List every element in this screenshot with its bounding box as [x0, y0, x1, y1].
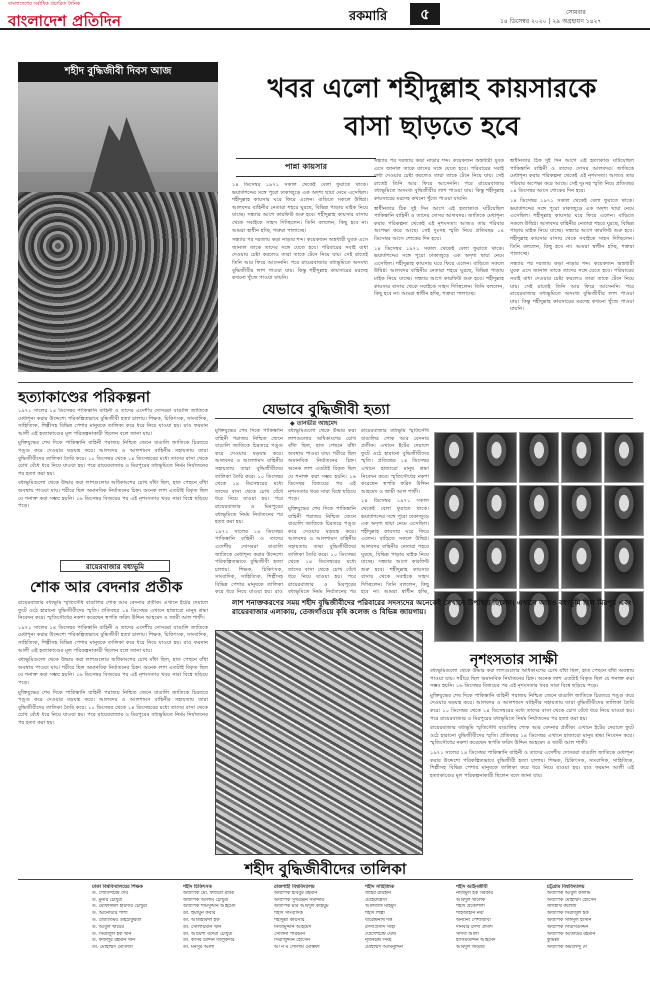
rubble-photo [215, 630, 423, 855]
brutality-text-b: মুক্তিযুদ্ধের শেষ দিকে পাকিস্তানি বাহিনী পরাজয় নিশ্চিত জেনে বাঙালি জাতিকে চিরতরে পঙ্গু করে দেওয়ার ষড়যন্ত্র করে। আলবদর ও আলশামস বাহিনীর সহায়তায় তারা বুদ্ধিজীবীদের তালিকা তৈরি করে। ১০ ডিসেম্বর থেকে ১৪ ডিসেম্বরের মধ্যে তাদের বাসা থেকে চোখ বেঁধে ধরে নিয়ে যাওয়া হয়। পরে রায়েরবাজার ও মিরপুরের বধ্যভূমিতে নির্মম নির্যাতনের পর হত্যা করা হয়। [430, 692, 634, 722]
conspiracy-text: ১৯৭১ সালের ১৪ ডিসেম্বর পাকিস্তানি বাহিনী ও তাদের এদেশীয় দোসররা বাঙালি জাতিকে মেধাশূন্য করার উদ্দেশ্যে পরিকল্পিতভাবে বুদ্ধিজীবী হত্যা চালায়। শিক্ষক, চিকিৎসক, সাংবাদিক, সাহিত্যিক, শিল্পীসহ বিভিন্ন পেশার মানুষকে তালিকা করে ধরে নিয়ে যাওয়া হয়। রাও ফরমান আলী এই হত্যাকাণ্ডের মূল পরিকল্পনাকারী ছিলেন বলে জানা যায়। [18, 408, 208, 437]
conspiracy-text-c: বধ্যভূমিগুলো থেকে উদ্ধার করা লাশগুলোর অধিকাংশের চোখ বাঁধা ছিল, হাত পেছনে বাঁধা অবস্থায় পাওয়া যায়। শরীরে ছিল অমানবিক নির্যাতনের চিহ্ন। অনেক লাশ এতটাই বিকৃত ছিল যে শনাক্ত করা সম্ভব হয়নি। ১৬ ডিসেম্বর বিজয়ের পর এই নৃশংসতার খবর সারা বিশ্বে ছড়িয়ে পড়ে। [18, 480, 208, 510]
list-item: শাহজাহান নবী [456, 911, 484, 917]
list-column [274, 884, 359, 979]
list-item: অধ্যাপক সাঈদুল হাসান [547, 917, 592, 923]
list-item: ডা. হুমায়ুন কবীর [183, 911, 216, 917]
list-item: নাজমুল হক সরকার [456, 890, 493, 896]
list-item: অধ্যাপক আতাউর রহমান [547, 931, 596, 937]
portrait-photo [519, 538, 559, 589]
grief-title: শোক আর বেদনার প্রতীক [30, 578, 183, 596]
main-story-text-1: ১৪ ডিসেম্বর ১৯৭১ সকাল থেকেই বেলা ফুরাতে থাকে। ভয়ার্তশব্দের সঙ্গে পুরো ঢাকাজুড়ে এক অদৃশ্য ছায়া নেমে এসেছিল। শহীদুল্লাহ কায়সার ঘরে ফিরে এলেন। বাড়িতে সকলে উদ্বিগ্ন। আলবদর বাহিনীর নেতারা শহরে ঘুরছে, বিভিন্ন পাড়ায় মাইক নিয়ে যাচ্ছে। সন্ধ্যার আগে কারফিউ শুরু হবে। শহীদুল্লাহ কায়সার বাসায় থেকে সবাইকে সাহস দিচ্ছিলেন। তিনি বললেন, কিছু হবে না। আমরা স্বাধীন হচ্ছি, শত্রুরা পালাচ্ছে। [232, 182, 368, 234]
list-title: শহীদ বুদ্ধিজীবীদের তালিকা [18, 858, 633, 880]
list-item: আ ন ম গোলাম মোস্তফা [274, 945, 320, 951]
list-column [547, 884, 632, 979]
list-item: জগন্নাথ কলেজ [547, 904, 577, 910]
main-headline [232, 70, 632, 146]
headline-line-2: বাসা ছাড়তে হবে [344, 112, 520, 142]
portrait-photo [519, 432, 559, 483]
portrait-photo [604, 485, 644, 536]
conspiracy-body [18, 408, 208, 558]
list-item: অধ্যাপক হবিবুর রহমান [274, 890, 318, 896]
list-item: ডা. আয়েশা বদেরা চৌধুরী [183, 931, 233, 937]
newspaper-logo: বাংলাদেশ প্রতিদিন [8, 12, 122, 30]
list-item: মোহাম্মদ আমিনুদ্দিন [365, 945, 403, 951]
grief-text-c: বধ্যভূমিগুলো থেকে উদ্ধার করা লাশগুলোর অধিকাংশের চোখ বাঁধা ছিল, হাত পেছনে বাঁধা অবস্থায় পাওয়া যায়। শরীরে ছিল অমানবিক নির্যাতনের চিহ্ন। অনেক লাশ এতটাই বিকৃত ছিল যে শনাক্ত করা সম্ভব হয়নি। ১৬ ডিসেম্বর বিজয়ের পর এই নৃশংসতার খবর সারা বিশ্বে ছড়িয়ে পড়ে। [18, 657, 208, 686]
brutality-body [430, 668, 634, 852]
how-text-3: রায়েরবাজার বধ্যভূমি স্মৃতিসৌধ বাঙালির শোক আর বেদনার প্রতীক। এখানে ইটের দেয়ালে ফুটে ওঠে হারানো বুদ্ধিজীবীদের স্মৃতি। প্রতিবছর ১৪ ডিসেম্বর এখানে হাজারো মানুষ শ্রদ্ধা নিবেদন করে। স্মৃতিসৌধের নকশা করেছেন স্থপতি ফরিদ উদ্দিন আহমেদ ও জামী আল শাফী। [361, 428, 429, 495]
list-item: চট্টগ্রাম বিশ্ববিদ্যালয় [547, 884, 585, 890]
monument-photo [18, 62, 218, 372]
list-item: শহীদ সাংবাদিক [274, 911, 303, 917]
list-item: শহীদ আইনজীবী [456, 884, 488, 890]
list-item: অধ্যাপক মোহাম্মদ হোসেন [547, 897, 597, 903]
portrait-photo [561, 485, 601, 536]
overlay-callout: লাশ শনাক্তকরণের সময় শহীদ বুদ্ধিজীবীদের পরিবারের সদস্যদের অনেকেই সেখানে উপস্থিত ছিলেন। এখানে আরও বধ্যভূমি ছিল মিরপুর এবং রায়েরবাজার এলাকায়, তেজগাঁওয়ে কৃষি কলেজ ও বিভিন্ন জায়গায়। [232, 598, 632, 617]
list-item: শহীদ চিকিৎসক [183, 884, 212, 890]
how-text-1: মুক্তিযুদ্ধের শেষ দিকে পাকিস্তানি বাহিনী পরাজয় নিশ্চিত জেনে বাঙালি জাতিকে চিরতরে পঙ্গু করে দেওয়ার ষড়যন্ত্র করে। আলবদর ও আলশামস বাহিনীর সহায়তায় তারা বুদ্ধিজীবীদের তালিকা তৈরি করে। ১০ ডিসেম্বর থেকে ১৪ ডিসেম্বরের মধ্যে তাদের বাসা থেকে চোখ বেঁধে ধরে নিয়ে যাওয়া হয়। পরে রায়েরবাজার ও মিরপুরের বধ্যভূমিতে নির্মম নির্যাতনের পর হত্যা করা হয়। [215, 428, 283, 526]
list-item: ড. মুনীর চৌধুরী [92, 897, 123, 903]
main-story-text-3: স্বাধীনতার ঠিক দুই দিন আগে এই হত্যাকাণ্ড ঘটিয়েছিল পাকিস্তানি বাহিনী ও তাদের দোসর আলবদর। জাতিকে মেধাশূন্য করার পরিকল্পনা থেকেই এই নৃশংসতা। আজও তার পরিবার অপেক্ষা করে আছে। সেই দুঃসহ স্মৃতি নিয়ে প্রতিবছর ১৪ ডিসেম্বর আসে শোকের দিন হয়ে। [510, 158, 634, 195]
list-item: দানবীর রণদা প্রসাদ [456, 924, 493, 930]
main-story-col-3 [510, 158, 634, 378]
grief-text-b: ১৯৭১ সালের ১৪ ডিসেম্বর পাকিস্তানি বাহিনী ও তাদের এদেশীয় দোসররা বাঙালি জাতিকে মেধাশূন্য করার উদ্দেশ্যে পরিকল্পিতভাবে বুদ্ধিজীবী হত্যা চালায়। শিক্ষক, চিকিৎসক, সাংবাদিক, সাহিত্যিক, শিল্পীসহ বিভিন্ন পেশার মানুষকে তালিকা করে ধরে নিয়ে যাওয়া হয়। রাও ফরমান আলী এই হত্যাকাণ্ডের মূল পরিকল্পনাকারী ছিলেন বলে জানা যায়। [18, 624, 208, 654]
grief-text-d: মুক্তিযুদ্ধের শেষ দিকে পাকিস্তানি বাহিনী পরাজয় নিশ্চিত জেনে বাঙালি জাতিকে চিরতরে পঙ্গু করে দেওয়ার ষড়যন্ত্র করে। আলবদর ও আলশামস বাহিনীর সহায়তায় তারা বুদ্ধিজীবীদের তালিকা তৈরি করে। ১০ ডিসেম্বর থেকে ১৪ ডিসেম্বরের মধ্যে তাদের বাসা থেকে চোখ বেঁধে ধরে নিয়ে যাওয়া হয়। পরে রায়েরবাজার ও মিরপুরের বধ্যভূমিতে নির্মম নির্যাতনের পর হত্যা করা হয়। [18, 689, 208, 726]
logo-tagline: বাংলাদেশের সর্বাধিক প্রচারিত দৈনিক [8, 1, 81, 7]
list-item: ড. ফজলুর রহমান খান [92, 938, 136, 944]
list-column [183, 884, 268, 979]
portrait-photo [476, 538, 516, 589]
list-item: ডা. কসির উদ্দিন তালুকদার [183, 938, 235, 944]
list-item: সেলিনা পারভীন [274, 931, 305, 937]
list-item: অধ্যাপক গিয়াসউদ্দিন [547, 924, 589, 930]
list-item: ড. সিরাজুল হক খান [92, 931, 132, 937]
portrait-photo [434, 432, 474, 483]
grief-label: রায়েরবাজার বধ্যভূমি [60, 560, 170, 572]
list-item: অধ্যাপক আলীম চৌধুরী [183, 897, 229, 903]
list-item: অধ্যাপক মীর আবদুল কাইয়ুম [274, 904, 329, 910]
portrait-photo [561, 432, 601, 483]
main-story-text-3c: সন্ধ্যার পর দরজায় কড়া নাড়ার শব্দ। কয়েকজন অস্ত্রধারী যুবক এসে জানাল তাকে তাদের সঙ্গে যেতে হবে। পরিবারের সবাই বাধা দেওয়ার চেষ্টা করলেও তারা তাকে টেনে নিয়ে যায়। সেই রাতেই তিনি আর ফিরে আসেননি। পরে রায়েরবাজার বধ্যভূমিতে অসংখ্য বুদ্ধিজীবীর লাশ পাওয়া যায়। কিন্তু শহীদুল্লাহ কায়সারের মরদেহ কখনো খুঁজে পাওয়া যায়নি। [510, 260, 634, 313]
list-item: হাসিমউদ্দিন আহমেদ [456, 938, 496, 944]
list-item: কুমিল্লা [547, 938, 560, 944]
list-item: জহির রায়হান [365, 890, 391, 896]
portrait-photo [519, 485, 559, 536]
list-item: রণদাপ্রসাদ সাহা [365, 924, 396, 930]
how-col-1 [215, 428, 283, 596]
portrait-photo [434, 485, 474, 536]
list-item: ঢাকা বিশ্ববিদ্যালয়ের শিক্ষক [92, 884, 143, 890]
list-item: অন্যান্য পেশাজীবী [456, 917, 491, 923]
main-story-text-2b: স্বাধীনতার ঠিক দুই দিন আগে এই হত্যাকাণ্ড ঘটিয়েছিল পাকিস্তানি বাহিনী ও তাদের দোসর আলবদর। জাতিকে মেধাশূন্য করার পরিকল্পনা থেকেই এই নৃশংসতা। আজও তার পরিবার অপেক্ষা করে আছে। সেই দুঃসহ স্মৃতি নিয়ে প্রতিবছর ১৪ ডিসেম্বর আসে শোকের দিন হয়ে। [374, 205, 504, 242]
how-byline: ◆ তানভীর আহমেদ [290, 420, 338, 427]
list-item: শহীদ প্রকৌশলী [456, 904, 485, 910]
list-item: ড. আনোয়ার পাশা [92, 911, 128, 917]
list-columns [92, 884, 632, 979]
list-item: নিজামুদ্দীন আহমেদ [274, 924, 312, 930]
portrait-photo [476, 485, 516, 536]
list-item: ধীরেন্দ্রনাথ দত্ত [365, 917, 393, 923]
section-name: রকমারি [349, 9, 388, 24]
portrait-photo [434, 538, 474, 589]
list-item: অধ্যাপক শামসুদ্দীন আহমেদ [183, 904, 236, 910]
grief-body [18, 600, 208, 852]
list-item: আবদুল খালেক [456, 897, 486, 903]
list-item: অধ্যাপক অমলেন্দু দে [547, 945, 587, 951]
list-column [92, 884, 177, 979]
how-col-2 [288, 428, 356, 596]
list-item: অধ্যাপক সুখরঞ্জন সমাদ্দার [274, 897, 325, 903]
conspiracy-text-b: মুক্তিযুদ্ধের শেষ দিকে পাকিস্তানি বাহিনী পরাজয় নিশ্চিত জেনে বাঙালি জাতিকে চিরতরে পঙ্গু করে দেওয়ার ষড়যন্ত্র করে। আলবদর ও আলশামস বাহিনীর সহায়তায় তারা বুদ্ধিজীবীদের তালিকা তৈরি করে। ১০ ডিসেম্বর থেকে ১৪ ডিসেম্বরের মধ্যে তাদের বাসা থেকে চোখ বেঁধে ধরে নিয়ে যাওয়া হয়। পরে রায়েরবাজার ও মিরপুরের বধ্যভূমিতে নির্মম নির্যাতনের পর হত্যা করা হয়। [18, 440, 208, 477]
list-item: অধ্যাপক মো. ফজলে রাব্বী [183, 890, 235, 896]
portrait-photo [604, 538, 644, 589]
divider-line [18, 382, 633, 383]
main-story-text-2: সন্ধ্যার পর দরজায় কড়া নাড়ার শব্দ। কয়েকজন অস্ত্রধারী যুবক এসে জানাল তাকে তাদের সঙ্গে যেতে হবে। পরিবারের সবাই বাধা দেওয়ার চেষ্টা করলেও তারা তাকে টেনে নিয়ে যায়। সেই রাতেই তিনি আর ফিরে আসেননি। পরে রায়েরবাজার বধ্যভূমিতে অসংখ্য বুদ্ধিজীবীর লাশ পাওয়া যায়। কিন্তু শহীদুল্লাহ কায়সারের মরদেহ কখনো খুঁজে পাওয়া যায়নি। [374, 158, 504, 202]
list-item: ডা. মনসুর আলী [183, 945, 215, 951]
portrait-photo [561, 538, 601, 589]
conspiracy-title: হত্যাকাণ্ডের পরিকল্পনা [18, 388, 151, 406]
list-item: ডা. সোলায়মান খান [183, 924, 222, 930]
brutality-text-c: রায়েরবাজার বধ্যভূমি স্মৃতিসৌধ বাঙালির শোক আর বেদনার প্রতীক। এখানে ইটের দেয়ালে ফুটে ওঠে হারানো বুদ্ধিজীবীদের স্মৃতি। প্রতিবছর ১৪ ডিসেম্বর এখানে হাজারো মানুষ শ্রদ্ধা নিবেদন করে। স্মৃতিসৌধের নকশা করেছেন স্থপতি ফরিদ উদ্দিন আহমেদ ও জামী আল শাফী। [430, 725, 634, 747]
list-item: অধ্যাপক সিরাজুল হক [547, 911, 589, 917]
date-text: ১৪ ডিসেম্বর ২০২০ | ২৯ অগ্রহায়ণ ১৪২৭ [500, 18, 602, 25]
how-text-3b: ১৪ ডিসেম্বর ১৯৭১ সকাল থেকেই বেলা ফুরাতে থাকে। ভয়ার্তশব্দের সঙ্গে পুরো ঢাকাজুড়ে এক অদৃশ্য ছায়া নেমে এসেছিল। শহীদুল্লাহ কায়সার ঘরে ফিরে এলেন। বাড়িতে সকলে উদ্বিগ্ন। আলবদর বাহিনীর নেতারা শহরে ঘুরছে, বিভিন্ন পাড়ায় মাইক নিয়ে যাচ্ছে। সন্ধ্যার আগে কারফিউ শুরু হবে। শহীদুল্লাহ কায়সার বাসায় থেকে সবাইকে সাহস দিচ্ছিলেন। তিনি বললেন, কিছু হবে না। আমরা স্বাধীন হচ্ছি, [361, 498, 429, 596]
list-item: শহীদ শিল্পী [365, 911, 385, 917]
main-story-text-1b: সন্ধ্যার পর দরজায় কড়া নাড়ার শব্দ। কয়েকজন অস্ত্রধারী যুবক এসে জানাল তাকে তাদের সঙ্গে যেতে হবে। পরিবারের সবাই বাধা দেওয়ার চেষ্টা করলেও তারা তাকে টেনে নিয়ে যায়। সেই রাতেই তিনি আর ফিরে আসেননি। পরে রায়েরবাজার বধ্যভূমিতে অসংখ্য বুদ্ধিজীবীর লাশ পাওয়া যায়। কিন্তু শহীদুল্লাহ কায়সারের মরদেহ কখনো খুঁজে পাওয়া যায়নি। [232, 237, 368, 282]
list-item: শহীদুল্লা কায়সার [274, 917, 305, 923]
masthead [0, 0, 650, 30]
list-item: সিরাজুদ্দীন হোসেন [274, 938, 310, 944]
date-weekday: সোমবার [566, 9, 586, 16]
list-item: আলতাফ মাহমুদ [365, 904, 396, 910]
how-title: যেভাবে বুদ্ধিজীবী হত্যা [262, 402, 390, 418]
list-item: ড. জ্যোতির্ময় গুহঠাকুরতা [92, 917, 142, 923]
list-item: অধ্যাপক আবুল কালাম [547, 890, 591, 896]
list-item: ড. মোফাজ্জল হায়দার চৌধুরী [92, 904, 148, 910]
how-text-2: বধ্যভূমিগুলো থেকে উদ্ধার করা লাশগুলোর অধিকাংশের চোখ বাঁধা ছিল, হাত পেছনে বাঁধা অবস্থায় পাওয়া যায়। শরীরে ছিল অমানবিক নির্যাতনের চিহ্ন। অনেক লাশ এতটাই বিকৃত ছিল যে শনাক্ত করা সম্ভব হয়নি। ১৬ ডিসেম্বর বিজয়ের পর এই নৃশংসতার খবর সারা বিশ্বে ছড়িয়ে পড়ে। [288, 428, 356, 503]
list-item: ডা. মোহাম্মদ মোর্তজা [92, 945, 133, 951]
main-story-text-3b: ১৪ ডিসেম্বর ১৯৭১ সকাল থেকেই বেলা ফুরাতে থাকে। ভয়ার্তশব্দের সঙ্গে পুরো ঢাকাজুড়ে এক অদৃশ্য ছায়া নেমে এসেছিল। শহীদুল্লাহ কায়সার ঘরে ফিরে এলেন। বাড়িতে সকলে উদ্বিগ্ন। আলবদর বাহিনীর নেতারা শহরে ঘুরছে, বিভিন্ন পাড়ায় মাইক নিয়ে যাচ্ছে। সন্ধ্যার আগে কারফিউ শুরু হবে। শহীদুল্লাহ কায়সার বাসায় থেকে সবাইকে সাহস দিচ্ছিলেন। তিনি বললেন, কিছু হবে না। আমরা স্বাধীন হচ্ছি, শত্রুরা পালাচ্ছে। [510, 197, 634, 258]
how-text-1b: ১৯৭১ সালের ১৪ ডিসেম্বর পাকিস্তানি বাহিনী ও তাদের এদেশীয় দোসররা বাঙালি জাতিকে মেধাশূন্য করার উদ্দেশ্যে পরিকল্পিতভাবে বুদ্ধিজীবী হত্যা চালায়। শিক্ষক, চিকিৎসক, সাংবাদিক, সাহিত্যিক, শিল্পীসহ বিভিন্ন পেশার মানুষকে তালিকা করে ধরে নিয়ে যাওয়া হয়। রাও [215, 528, 283, 596]
list-item: আবদুল জব্বার [456, 945, 485, 951]
list-item: ডা. আজহারুল হক [183, 917, 220, 923]
page-number: ৫ [410, 3, 440, 25]
grief-text: রায়েরবাজার বধ্যভূমি স্মৃতিসৌধ বাঙালির শোক আর বেদনার প্রতীক। এখানে ইটের দেয়ালে ফুটে ওঠে হারানো বুদ্ধিজীবীদের স্মৃতি। প্রতিবছর ১৪ ডিসেম্বর এখানে হাজারো মানুষ শ্রদ্ধা নিবেদন করে। স্মৃতিসৌধের নকশা করেছেন স্থপতি ফরিদ উদ্দিন আহমেদ ও জামী আল শাফী। [18, 600, 208, 622]
brutality-text: বধ্যভূমিগুলো থেকে উদ্ধার করা লাশগুলোর অধিকাংশের চোখ বাঁধা ছিল, হাত পেছনে বাঁধা অবস্থায় পাওয়া যায়। শরীরে ছিল অমানবিক নির্যাতনের চিহ্ন। অনেক লাশ এতটাই বিকৃত ছিল যে শনাক্ত করা সম্ভব হয়নি। ১৬ ডিসেম্বর বিজয়ের পর এই নৃশংসতার খবর সারা বিশ্বে ছড়িয়ে পড়ে। [430, 668, 634, 690]
main-story-col-2 [374, 158, 504, 378]
list-item: সাদত আলী [456, 931, 479, 937]
list-item: ড. আবুল খায়ের [92, 924, 124, 930]
portrait-photo [604, 432, 644, 483]
how-text-2b: মুক্তিযুদ্ধের শেষ দিকে পাকিস্তানি বাহিনী পরাজয় নিশ্চিত জেনে বাঙালি জাতিকে চিরতরে পঙ্গু করে দেওয়ার ষড়যন্ত্র করে। আলবদর ও আলশামস বাহিনীর সহায়তায় তারা বুদ্ধিজীবীদের তালিকা তৈরি করে। ১০ ডিসেম্বর থেকে ১৪ ডিসেম্বরের মধ্যে তাদের বাসা থেকে চোখ বেঁধে ধরে নিয়ে যাওয়া হয়। পরে রায়েরবাজার ও মিরপুরের বধ্যভূমিতে নির্মম নির্যাতনের পর [288, 505, 356, 596]
main-story-col-1 [232, 182, 368, 377]
how-col-3 [361, 428, 429, 596]
list-item: ড. গোবিন্দচন্দ্র দেব [92, 890, 129, 896]
list-item: মেহেরুন্নেসা [365, 897, 387, 903]
portrait-photo [476, 432, 516, 483]
how-title-rule [215, 418, 633, 419]
list-column [456, 884, 541, 979]
brutality-title: নৃশংসতার সাক্ষী [470, 652, 558, 668]
main-story-text-2c: ১৪ ডিসেম্বর ১৯৭১ সকাল থেকেই বেলা ফুরাতে থাকে। ভয়ার্তশব্দের সঙ্গে পুরো ঢাকাজুড়ে এক অদৃশ্য ছায়া নেমে এসেছিল। শহীদুল্লাহ কায়সার ঘরে ফিরে এলেন। বাড়িতে সকলে উদ্বিগ্ন। আলবদর বাহিনীর নেতারা শহরে ঘুরছে, বিভিন্ন পাড়ায় মাইক নিয়ে যাচ্ছে। সন্ধ্যার আগে কারফিউ শুরু হবে। শহীদুল্লাহ কায়সার বাসায় থেকে সবাইকে সাহস দিচ্ছিলেন। তিনি বললেন, কিছু হবে না। আমরা স্বাধীন হচ্ছি, শত্রুরা পালাচ্ছে। [374, 245, 504, 298]
list-item: রাজশাহী বিশ্ববিদ্যালয় [274, 884, 315, 890]
main-byline: পান্না কায়সার [236, 158, 376, 177]
list-item: নূতনচন্দ্র সিংহ [365, 938, 392, 944]
list-item: যোগেশচন্দ্র ঘোষ [365, 931, 396, 937]
headline-line-1: খবর এলো শহীদুল্লাহ কায়সারকে [267, 74, 597, 104]
brutality-text-d: ১৯৭১ সালের ১৪ ডিসেম্বর পাকিস্তানি বাহিনী ও তাদের এদেশীয় দোসররা বাঙালি জাতিকে মেধাশূন্য করার উদ্দেশ্যে পরিকল্পিতভাবে বুদ্ধিজীবী হত্যা চালায়। শিক্ষক, চিকিৎসক, সাংবাদিক, সাহিত্যিক, শিল্পীসহ বিভিন্ন পেশার মানুষকে তালিকা করে ধরে নিয়ে যাওয়া হয়। রাও ফরমান আলী এই হত্যাকাণ্ডের মূল পরিকল্পনাকারী ছিলেন বলে জানা যায়। [430, 749, 634, 779]
list-item: শহীদ সাহিত্যিক [365, 884, 395, 890]
list-column [365, 884, 450, 979]
photo-caption-title: শহীদ বুদ্ধিজীবী দিবস আজ [18, 62, 218, 82]
